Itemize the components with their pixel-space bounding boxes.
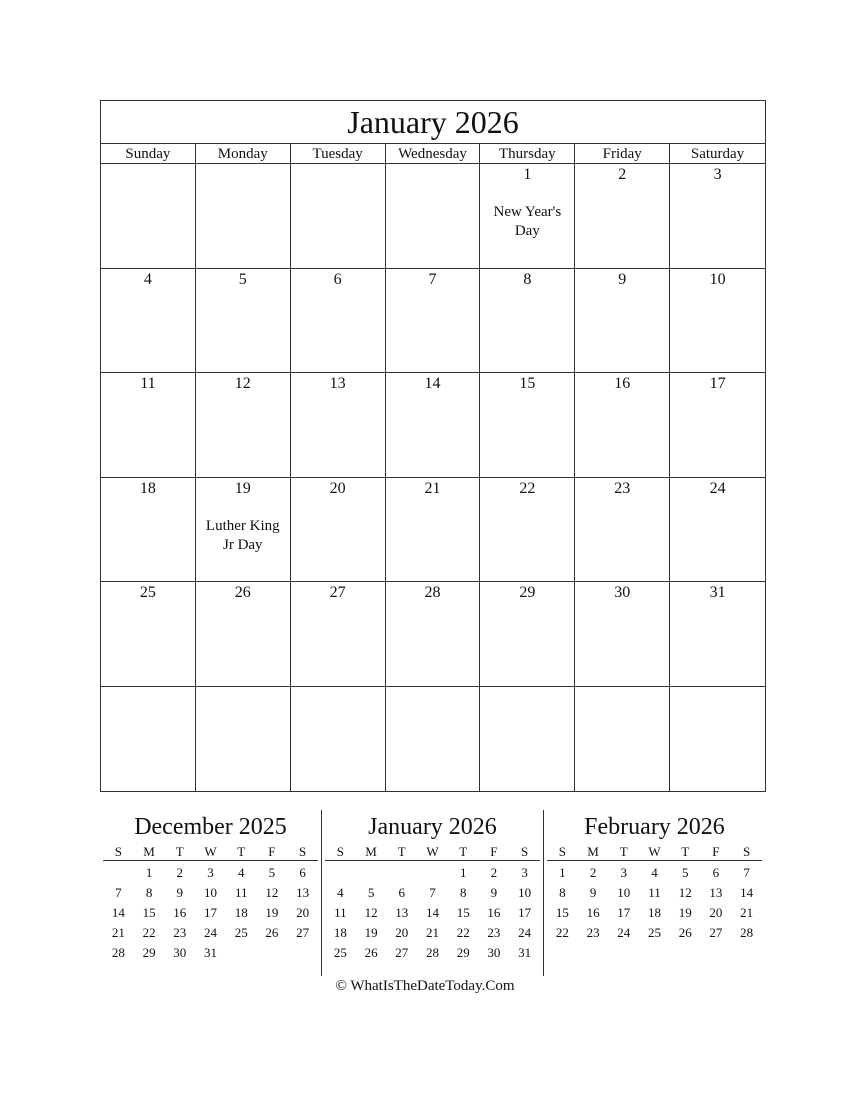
mini-day-number: 23	[173, 925, 187, 940]
day-cell	[386, 164, 481, 269]
mini-weekday-label: T	[459, 844, 468, 859]
day-number	[670, 688, 765, 708]
day-number	[480, 688, 574, 708]
day-cell	[480, 164, 575, 269]
mini-day-number: 15	[456, 905, 470, 920]
day-number: 29	[519, 584, 536, 601]
mini-day-number: 1	[459, 865, 467, 880]
day-number: 14	[424, 375, 441, 392]
mini-weekday-label: W	[648, 844, 661, 859]
mini-day-number: 28	[111, 945, 125, 960]
weekday-label: Sunday	[101, 144, 196, 164]
mini-day-number: 8	[459, 885, 467, 900]
day-number	[575, 688, 669, 708]
mini-weekday-label: S	[743, 844, 751, 859]
mini-weekday-label: S	[299, 844, 307, 859]
mini-weekday-label: M	[143, 844, 155, 859]
mini-day-number: 16	[487, 905, 501, 920]
day-cell	[196, 687, 291, 792]
day-number: 1	[523, 166, 532, 183]
mini-calendar-title: January 2026	[368, 814, 497, 840]
day-number: 17	[709, 375, 726, 392]
mini-day-number	[257, 943, 288, 963]
mini-day-grid	[547, 863, 762, 943]
mini-day-number: 4	[337, 885, 344, 900]
mini-day-number: 26	[364, 945, 378, 960]
mini-day-number: 17	[617, 905, 631, 920]
mini-day-number: 13	[709, 885, 723, 900]
mini-weekday-label: W	[204, 844, 217, 859]
mini-day-number: 29	[142, 945, 156, 960]
day-cell	[480, 582, 575, 687]
mini-day-number: 18	[333, 925, 347, 940]
day-number: 4	[143, 270, 152, 288]
mini-day-grid	[325, 863, 540, 963]
day-number	[386, 688, 480, 708]
mini-day-number: 15	[142, 905, 156, 920]
day-number: 9	[618, 270, 627, 288]
weekday-header-row	[101, 144, 765, 164]
mini-weekday-label: M	[365, 844, 377, 859]
mini-weekday-label: W	[426, 844, 439, 859]
day-number: 13	[329, 375, 346, 392]
mini-day-number: 17	[203, 905, 217, 920]
mini-day-number: 7	[743, 865, 750, 880]
day-cell	[291, 478, 386, 583]
day-cell	[101, 582, 196, 687]
mini-day-number: 6	[299, 865, 306, 880]
mini-day-number: 22	[555, 925, 569, 940]
day-number	[101, 688, 195, 708]
mini-day-number: 31	[518, 945, 532, 960]
day-number: 19	[234, 479, 251, 497]
mini-day-number: 12	[364, 905, 378, 920]
mini-day-number: 30	[173, 945, 187, 960]
day-cell	[670, 269, 765, 374]
day-cell	[291, 582, 386, 687]
day-number: 16	[614, 375, 631, 392]
mini-weekday-label: T	[681, 844, 690, 859]
day-cell	[480, 478, 575, 583]
mini-day-number: 8	[145, 885, 153, 900]
mini-day-number: 31	[203, 945, 217, 960]
weekday-label: Friday	[575, 144, 670, 164]
main-calendar	[100, 100, 766, 792]
mini-day-grid	[103, 863, 318, 963]
day-cell	[575, 269, 670, 374]
day-cell	[670, 478, 765, 583]
mini-day-number: 9	[589, 885, 597, 900]
mini-weekday-label: S	[114, 844, 122, 859]
day-number: 28	[424, 584, 441, 601]
weekday-label: Saturday	[690, 146, 745, 162]
mini-day-number: 19	[678, 905, 692, 920]
mini-day-number: 2	[589, 865, 597, 880]
mini-day-number	[325, 863, 356, 883]
day-number	[291, 688, 385, 708]
mini-day-number: 2	[176, 865, 184, 880]
day-cell	[670, 373, 765, 478]
day-number: 3	[713, 166, 722, 183]
divider	[321, 810, 322, 976]
mini-day-number: 19	[265, 905, 279, 920]
mini-weekday-label: F	[268, 844, 276, 859]
mini-day-number: 24	[203, 925, 217, 940]
day-cell	[670, 582, 765, 687]
day-cell	[196, 582, 291, 687]
mini-weekday-header	[103, 844, 318, 861]
day-number: 6	[333, 270, 342, 288]
day-cell	[101, 269, 196, 374]
mini-calendars	[100, 810, 766, 978]
mini-weekday-label: T	[397, 844, 406, 859]
calendar-title: January 2026	[101, 101, 765, 144]
mini-day-number: 26	[265, 925, 279, 940]
day-cell	[196, 478, 291, 583]
mini-day-number: 17	[518, 905, 532, 920]
mini-day-number: 2	[490, 865, 498, 880]
day-cell	[670, 687, 765, 792]
day-cell	[575, 478, 670, 583]
day-number: 21	[424, 479, 441, 497]
mini-calendar-current	[325, 810, 540, 963]
day-cell	[575, 164, 670, 269]
day-number: 15	[519, 375, 536, 392]
weekday-label: Wednesday	[386, 144, 481, 164]
day-number: 20	[329, 479, 346, 497]
day-number: 7	[428, 270, 437, 288]
mini-day-number: 19	[364, 925, 378, 940]
mini-day-number: 10	[203, 885, 217, 900]
mini-day-number: 24	[518, 925, 532, 940]
mini-day-number: 6	[712, 865, 720, 880]
mini-day-number: 11	[334, 905, 347, 920]
day-number: 25	[139, 584, 156, 601]
mini-day-number: 16	[173, 905, 187, 920]
holiday-label: New Year's Day	[493, 204, 562, 239]
mini-day-number	[287, 943, 318, 963]
holiday-label: Luther King Jr Day	[205, 517, 280, 553]
mini-weekday-header	[547, 844, 762, 861]
mini-day-number: 4	[237, 865, 245, 880]
mini-day-number: 7	[115, 885, 122, 900]
day-number: 31	[709, 584, 726, 601]
mini-day-number: 14	[425, 905, 439, 920]
mini-day-number	[103, 863, 134, 883]
mini-weekday-label: F	[490, 844, 498, 859]
mini-day-number: 30	[487, 945, 501, 960]
mini-day-number: 25	[333, 945, 347, 960]
mini-day-number: 18	[234, 905, 248, 920]
mini-day-number	[386, 863, 417, 883]
mini-day-number: 1	[145, 865, 153, 880]
day-cell	[196, 164, 291, 269]
day-cell	[101, 478, 196, 583]
day-number: 30	[614, 584, 631, 601]
mini-day-number: 9	[490, 885, 498, 900]
weekday-label: Tuesday	[291, 144, 386, 164]
day-cell	[291, 164, 386, 269]
mini-day-number: 27	[296, 925, 310, 940]
mini-day-number: 9	[176, 885, 184, 900]
day-cell	[101, 373, 196, 478]
day-number	[196, 688, 290, 708]
day-cell	[101, 687, 196, 792]
day-cell	[480, 373, 575, 478]
mini-day-number: 28	[425, 945, 439, 960]
day-cell	[575, 687, 670, 792]
mini-day-number: 14	[740, 885, 754, 900]
mini-calendar-previous	[103, 810, 318, 963]
mini-day-number	[417, 863, 448, 883]
day-grid	[101, 164, 765, 791]
day-cell	[386, 478, 481, 583]
day-cell	[670, 164, 765, 269]
mini-day-number: 25	[234, 925, 248, 940]
mini-calendar-title: February 2026	[584, 814, 725, 840]
mini-day-number: 13	[395, 905, 409, 920]
mini-day-number: 13	[296, 885, 310, 900]
mini-day-number: 22	[456, 925, 470, 940]
day-cell	[386, 373, 481, 478]
day-number: 12	[234, 375, 251, 392]
mini-weekday-label: S	[336, 844, 344, 859]
day-number: 22	[519, 479, 536, 497]
mini-weekday-label: S	[558, 844, 566, 859]
day-number: 8	[523, 270, 532, 288]
mini-day-number: 5	[268, 865, 276, 880]
day-cell	[575, 582, 670, 687]
day-number: 24	[709, 479, 726, 497]
day-number	[196, 165, 290, 185]
mini-day-number: 3	[620, 865, 628, 880]
mini-calendar-title: December 2025	[134, 814, 287, 840]
mini-day-number: 1	[559, 865, 566, 880]
mini-weekday-label: F	[712, 844, 720, 859]
day-number: 23	[614, 479, 631, 497]
mini-day-number: 21	[111, 925, 125, 940]
day-number: 11	[140, 375, 156, 392]
day-cell	[196, 373, 291, 478]
day-cell	[575, 373, 670, 478]
day-number	[101, 165, 195, 185]
mini-day-number	[226, 943, 257, 963]
day-cell	[101, 164, 196, 269]
mini-weekday-label: T	[237, 844, 246, 859]
mini-day-number: 15	[555, 905, 569, 920]
mini-day-number: 29	[456, 945, 470, 960]
day-cell	[291, 687, 386, 792]
mini-weekday-header	[325, 844, 540, 861]
mini-day-number: 20	[709, 905, 723, 920]
mini-weekday-label: M	[587, 844, 599, 859]
mini-day-number: 28	[740, 925, 754, 940]
day-number: 2	[618, 166, 627, 183]
mini-day-number: 14	[111, 905, 125, 920]
mini-day-number: 18	[647, 905, 661, 920]
mini-day-number: 20	[296, 905, 310, 920]
mini-day-number: 10	[518, 885, 532, 900]
mini-weekday-label: S	[521, 844, 529, 859]
mini-day-number: 3	[207, 865, 214, 880]
mini-day-number: 25	[647, 925, 661, 940]
day-cell	[291, 269, 386, 374]
mini-day-number: 12	[678, 885, 692, 900]
day-cell	[480, 687, 575, 792]
weekday-label: Monday	[196, 144, 291, 164]
mini-day-number: 16	[586, 905, 600, 920]
mini-day-number	[356, 863, 387, 883]
mini-day-number: 20	[395, 925, 409, 940]
mini-day-number: 7	[429, 885, 436, 900]
mini-day-number: 23	[586, 925, 600, 940]
mini-day-number: 27	[395, 945, 409, 960]
mini-day-number: 3	[521, 865, 528, 880]
mini-day-number: 22	[142, 925, 156, 940]
day-cell	[386, 687, 481, 792]
mini-weekday-label: T	[619, 844, 628, 859]
day-number: 10	[709, 270, 726, 288]
day-number: 27	[329, 584, 346, 601]
mini-day-number: 24	[617, 925, 631, 940]
mini-weekday-label: T	[175, 844, 184, 859]
mini-day-number: 23	[487, 925, 501, 940]
weekday-label: Thursday	[480, 144, 575, 164]
mini-day-number: 8	[559, 885, 566, 900]
day-cell	[196, 269, 291, 374]
copyright-footer: © WhatIsTheDateToday.Com	[335, 978, 515, 994]
day-cell	[291, 373, 386, 478]
mini-day-number: 4	[651, 865, 658, 880]
mini-day-number: 21	[740, 905, 754, 920]
mini-day-number: 6	[398, 885, 406, 900]
day-cell	[386, 269, 481, 374]
mini-day-number: 26	[678, 925, 692, 940]
divider	[543, 810, 544, 976]
day-cell	[386, 582, 481, 687]
day-number: 18	[139, 479, 156, 497]
day-number: 26	[234, 584, 251, 601]
day-cell	[480, 269, 575, 374]
day-number: 5	[238, 270, 247, 288]
day-number	[291, 165, 385, 185]
mini-day-number: 10	[617, 885, 631, 900]
day-number	[386, 165, 480, 185]
mini-day-number: 11	[234, 885, 248, 900]
mini-day-number: 27	[709, 925, 723, 940]
mini-day-number: 21	[425, 925, 439, 940]
mini-day-number: 5	[367, 885, 375, 900]
mini-day-number: 11	[648, 885, 661, 900]
mini-calendar-next	[547, 810, 762, 943]
mini-day-number: 5	[681, 865, 689, 880]
mini-day-number: 12	[265, 885, 279, 900]
